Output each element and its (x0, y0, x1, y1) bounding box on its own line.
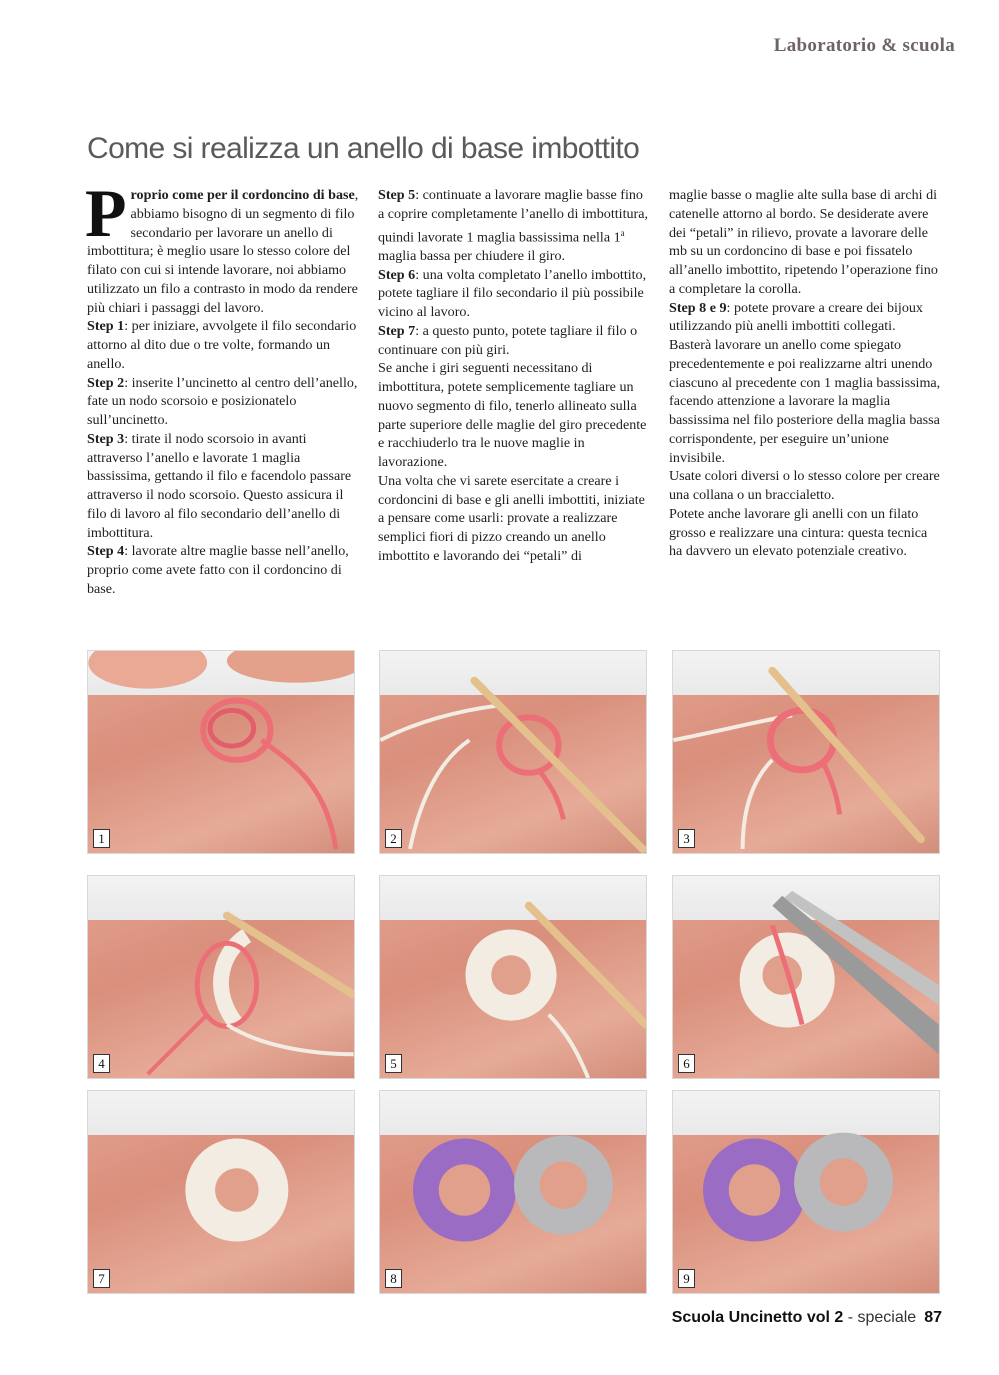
intro-text: , abbiamo bisogno di un segmento di filo secondario per lavorare un anello di imbottitura; è meglio usare lo stesso colore del filato con cui si intende lavorare, noi abbiamo utilizzato un filo a contrasto in modo da rendere più chiari i passaggi del lavoro. (87, 187, 359, 316)
step-5-label: Step 5 (378, 187, 416, 203)
intro-paragraph (85, 175, 359, 317)
hook-and-loop-illustration (380, 651, 646, 853)
step-3-text: : tirate il nodo scorsoio in avanti attraverso l’anello e lavorate 1 maglia bassissima, gettando il filo e facendolo passare attraverso il nodo scorsoio. Questo assicura il filo di lavoro al filo secondario dell’anello di imbottitura. (87, 430, 352, 541)
magazine-subtitle: - speciale (843, 1309, 917, 1326)
page-footer (672, 1309, 942, 1327)
step-photo-4 (87, 875, 355, 1079)
paragraph-volta-cont: maglie basse o maglie alte sulla base di archi di catenelle attorno al bordo. Se desiderate avere dei “petali” in rilievo, provate a lavorare delle mb su un cordoncino di base e poi fissatelo all’anello imbottito, ripetendo l’operazione fino a completare la corolla. (669, 187, 938, 297)
text-column-1 (85, 175, 359, 599)
photo-number: 3 (678, 829, 695, 848)
step-5-sup: a (620, 227, 625, 238)
photo-number: 1 (93, 829, 110, 848)
step-photo-7 (87, 1090, 355, 1294)
paragraph-giri: Se anche i giri seguenti necessitano di imbottitura, potete semplicemente tagliare un nuovo segmento di filo, tenerlo allineato sulla parte superiore delle maglie del giro precedente e racchiuderlo tra le nuove maglie in lavorazione. (378, 360, 647, 471)
step-3 (87, 430, 359, 543)
step-2-text: : inserite l’uncinetto al centro dell’anello, fate un nodo scorsoio e posizionatelo sull’uncinetto. (87, 374, 358, 428)
page-title: Come si realizza un anello di base imbottito (87, 132, 640, 165)
two-rings-illustration (380, 1091, 646, 1293)
step-1-label: Step 1 (87, 318, 125, 335)
cutting-yarn-illustration (673, 876, 939, 1078)
page-number: 87 (924, 1309, 942, 1326)
step-8-9 (669, 299, 941, 337)
magazine-title: Scuola Uncinetto vol 2 (671, 1309, 844, 1326)
step-5-text: : continuate a lavorare maglie basse fino a coprire completamente l’anello di imbottitura, quindi lavorate 1 maglia bassissima nella 1 (378, 187, 649, 246)
pink-yarn-loop-illustration (88, 651, 354, 853)
finished-ring-illustration (88, 1091, 354, 1293)
step-photo-3 (672, 650, 940, 854)
step-5-text-end: maglia bassa per chiudere il giro. (378, 247, 566, 264)
step-7-label: Step 7 (378, 322, 416, 339)
text-column-2 (378, 186, 650, 566)
intro-lead: roprio come per il cordoncino di base (130, 187, 355, 203)
step-photo-6 (672, 875, 940, 1079)
step-photo-9 (672, 1090, 940, 1294)
step-4-text: : lavorate altre maglie basse nell’anello, proprio come avete fatto con il cordoncino di base. (87, 543, 349, 597)
photo-number: 7 (93, 1269, 110, 1288)
step-photo-8 (379, 1090, 647, 1294)
paragraph-potete: Potete anche lavorare gli anelli con un filato grosso e realizzare una cintura: questa tecnica ha davvero un elevato potenziale creativo. (669, 505, 928, 560)
step-6-label: Step 6 (378, 266, 416, 283)
text-column-3 (669, 186, 941, 561)
photo-number: 2 (385, 829, 402, 848)
section-label: Laboratorio & scuola (773, 35, 955, 56)
step-6 (378, 266, 650, 322)
step-1 (87, 317, 359, 373)
paragraph-usate: Usate colori diversi o lo stesso colore per creare una collana o un braccialetto. (669, 468, 940, 503)
photo-number: 6 (678, 1054, 695, 1073)
step-5 (378, 186, 650, 266)
step-photo-5 (379, 875, 647, 1079)
paragraph-volta: Una volta che vi sarete esercitate a creare i cordoncini di base e gli anelli imbottiti, iniziate a pensare come usarli: provate a realizzare semplici fiori di pizzo creando un anello imbottito e lavorando dei “petali” di (378, 472, 645, 564)
step-7-text: : a questo punto, potete tagliare il filo o continuare con più giri. (378, 322, 638, 358)
paragraph-basta: Basterà lavorare un anello come spiegato precedentemente e poi realizzarne altri unendo ciascuno al precedente con 1 maglia bassissima, facendo attenzione a lavorare la maglia bassissima nel filo posteriore della maglia bassa corrispondente, per eseguire un’unione invisibile. (669, 337, 941, 466)
completed-ring-illustration (380, 876, 646, 1078)
photo-number: 4 (93, 1054, 110, 1073)
photo-number: 9 (678, 1269, 695, 1288)
step-6-text: : una volta completato l’anello imbottito, potete tagliare il filo secondario il più possibile vicino al lavoro. (378, 266, 647, 321)
photo-number: 5 (385, 1054, 402, 1073)
hook-through-loop-illustration (673, 651, 939, 853)
step-4-label: Step 4 (87, 543, 125, 560)
step-8-9-text: : potete provare a creare dei bijoux utilizzando più anelli imbottiti collegati. (669, 299, 923, 335)
step-3-label: Step 3 (87, 430, 125, 447)
photo-number: 8 (385, 1269, 402, 1288)
step-2-label: Step 2 (87, 374, 125, 391)
step-7 (378, 322, 650, 360)
step-photo-1 (87, 650, 355, 854)
first-stitches-illustration (88, 876, 354, 1078)
step-photo-2 (379, 650, 647, 854)
step-8-9-label: Step 8 e 9 (669, 299, 727, 316)
drop-cap: P (85, 175, 127, 251)
step-2 (87, 374, 359, 430)
joined-rings-illustration (673, 1091, 939, 1293)
step-1-text: : per iniziare, avvolgete il filo secondario attorno al dito due o tre volte, formando un anello. (87, 318, 357, 372)
step-4 (87, 542, 359, 598)
